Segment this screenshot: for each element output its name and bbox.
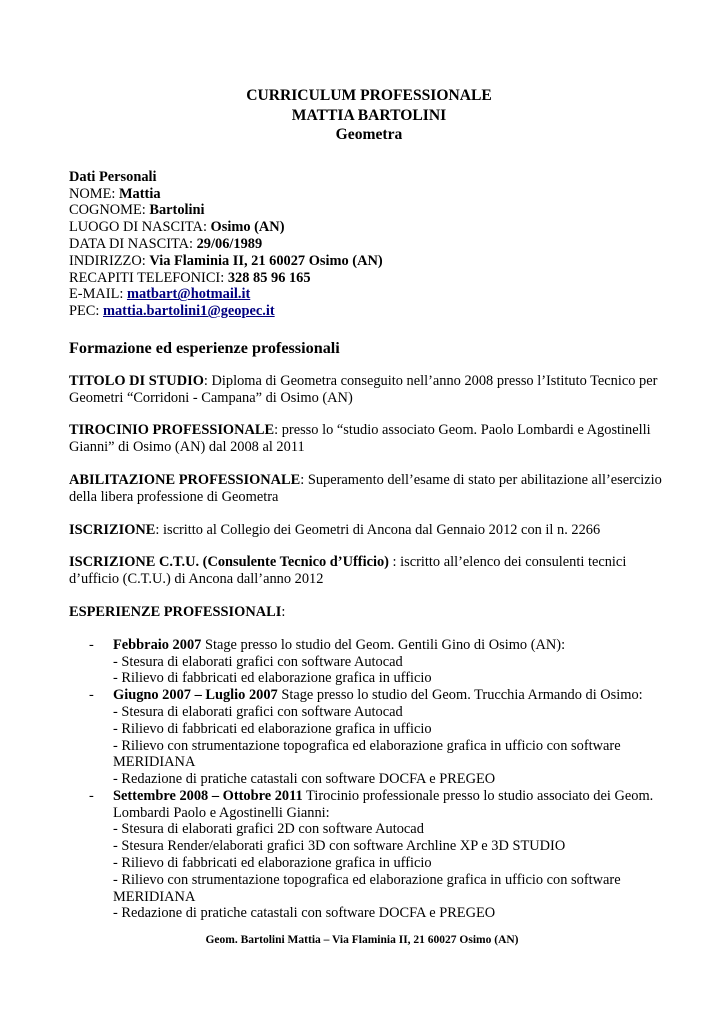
birthplace-value: Osimo (AN) — [210, 219, 285, 236]
experience-period: Giugno 2007 – Luglio 2007 — [113, 687, 278, 704]
experiences-heading — [69, 604, 669, 621]
name-value: Mattia — [118, 185, 161, 202]
list-dash: - — [89, 787, 94, 804]
qualification-text: : Superamento dell’esame di stato per abilitazione all’esercizio della libera professione di Geometra — [69, 471, 662, 505]
experience-title — [113, 788, 669, 822]
internship-label: TIROCINIO PROFESSIONALE — [69, 422, 275, 439]
internship-text: : presso lo “studio associato Geom. Paolo Lombardi e Agostinelli Gianni” di Osimo (AN) dal 2008 al 2011 — [69, 422, 651, 456]
experience-item — [69, 788, 669, 922]
experience-task: - Rilievo di fabbricati ed elaborazione grafica in ufficio — [113, 720, 432, 737]
experience-task: - Rilievo di fabbricati ed elaborazione grafica in ufficio — [113, 855, 432, 872]
experience-task: - Rilievo con strumentazione topografica ed elaborazione grafica in ufficio con software MERIDIANA — [113, 737, 621, 771]
experience-task: - Rilievo di fabbricati ed elaborazione grafica in ufficio — [113, 670, 432, 687]
email-link[interactable]: matbart@hotmail.it — [126, 286, 251, 303]
experience-task: - Redazione di pratiche catastali con software DOCFA e PREGEO — [113, 905, 496, 922]
experience-task: - Stesura di elaborati grafici con software Autocad — [113, 703, 403, 720]
registration-label: ISCRIZIONE — [69, 521, 156, 538]
experience-title — [113, 687, 669, 704]
internship-paragraph — [69, 422, 669, 456]
experience-task: - Stesura di elaborati grafici 2D con software Autocad — [113, 821, 424, 838]
registration-text: : iscritto al Collegio dei Geometri di Ancona dal Gennaio 2012 con il n. 2266 — [155, 521, 601, 538]
birthplace-label: LUOGO DI NASCITA: — [69, 219, 211, 236]
experience-item — [69, 687, 669, 788]
surname-value: Bartolini — [149, 202, 205, 219]
registration-paragraph — [69, 522, 669, 539]
address-row — [69, 253, 669, 270]
address-label: INDIRIZZO: — [69, 252, 150, 269]
email-row — [69, 286, 669, 303]
experience-task: - Stesura Render/elaborati grafici 3D con software Archline XP e 3D STUDIO — [113, 838, 566, 855]
personal-data-section — [69, 169, 669, 320]
experience-period: Febbraio 2007 — [113, 636, 202, 653]
pec-row — [69, 303, 669, 320]
name-label: NOME: — [69, 185, 119, 202]
experience-title — [113, 637, 669, 654]
experience-description: Tirocinio professionale presso lo studio associato dei Geom. Lombardi Paolo e Agostinelli Gianni: — [113, 787, 654, 821]
address-value: Via Flaminia II, 21 60027 Osimo (AN) — [149, 252, 383, 269]
experience-item — [69, 637, 669, 687]
training-heading: Formazione ed esperienze professionali — [69, 338, 340, 357]
list-dash: - — [89, 636, 94, 653]
title-line-2: MATTIA BARTOLINI — [291, 106, 447, 124]
ctu-paragraph — [69, 554, 669, 588]
study-title-label: TITOLO DI STUDIO — [69, 372, 204, 389]
personal-data-heading: Dati Personali — [69, 168, 157, 185]
qualification-paragraph — [69, 472, 669, 506]
experiences-label: ESPERIENZE PROFESSIONALI — [69, 603, 282, 620]
pec-label: PEC: — [69, 303, 103, 320]
list-dash: - — [89, 687, 94, 704]
experience-task: - Redazione di pratiche catastali con software DOCFA e PREGEO — [113, 771, 496, 788]
page-footer: Geom. Bartolini Mattia – Via Flaminia II, 21 60027 Osimo (AN) — [205, 934, 519, 946]
pec-link[interactable]: mattia.bartolini1@geopec.it — [103, 303, 275, 320]
email-label: E-MAIL: — [69, 286, 127, 303]
phone-value: 328 85 96 165 — [227, 269, 311, 286]
document-title — [69, 86, 669, 145]
title-line-1: CURRICULUM PROFESSIONALE — [246, 87, 492, 104]
surname-row — [69, 202, 669, 219]
phone-row — [69, 270, 669, 287]
birthplace-row — [69, 219, 669, 236]
study-title-text: : Diploma di Geometra conseguito nell’anno 2008 presso l’Istituto Tecnico per Geometri “Corridoni - Campana” di Osimo (AN) — [69, 372, 658, 406]
ctu-label: ISCRIZIONE C.T.U. (Consulente Tecnico d’Ufficio) — [69, 554, 389, 571]
experience-task: - Rilievo con strumentazione topografica ed elaborazione grafica in ufficio con software MERIDIANA — [113, 871, 621, 905]
experience-description: Stage presso lo studio del Geom. Gentili Gino di Osimo (AN): — [201, 636, 566, 653]
birthdate-label: DATA DI NASCITA: — [69, 235, 197, 252]
ctu-text: : iscritto all’elenco dei consulenti tecnici d’ufficio (C.T.U.) di Ancona dall’anno 2012 — [69, 554, 627, 588]
surname-label: COGNOME: — [69, 202, 150, 219]
experience-task: - Stesura di elaborati grafici con software Autocad — [113, 653, 403, 670]
experience-description: Stage presso lo studio del Geom. Trucchia Armando di Osimo: — [277, 687, 643, 704]
qualification-label: ABILITAZIONE PROFESSIONALE — [69, 471, 301, 488]
name-row — [69, 186, 669, 203]
title-line-3: Geometra — [335, 126, 403, 144]
phone-label: RECAPITI TELEFONICI: — [69, 269, 228, 286]
experiences-colon: : — [281, 603, 286, 620]
document-page — [69, 86, 669, 922]
study-title-paragraph — [69, 373, 669, 407]
experience-period: Settembre 2008 – Ottobre 2011 — [113, 787, 303, 804]
birthdate-value: 29/06/1989 — [196, 235, 263, 252]
birthdate-row — [69, 236, 669, 253]
experience-list — [69, 637, 669, 923]
